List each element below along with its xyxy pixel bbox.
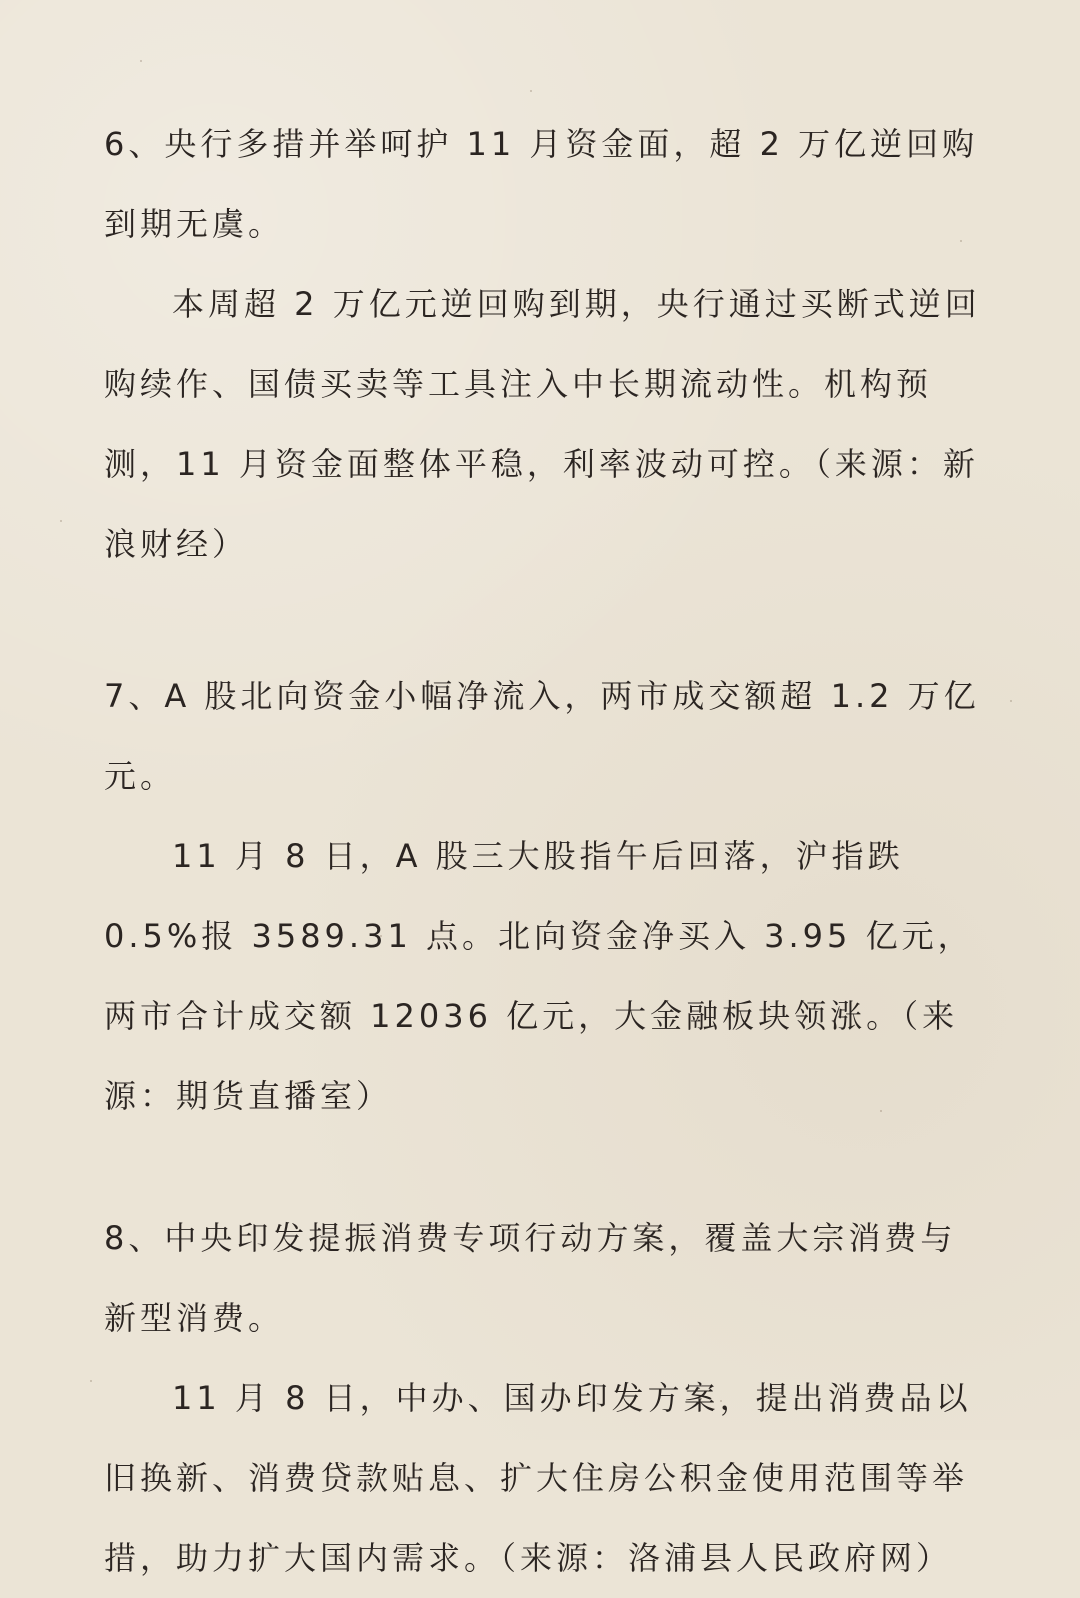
- news-article: [104, 104, 984, 1598]
- news-body: 11 月 8 日，A 股三大股指午后回落，沪指跌 0.5%报 3589.31 点。北向资金净买入 3.95 亿元，两市合计成交额 12036 亿元，大金融板块领涨。（来源：期货直播室）: [104, 837, 974, 1115]
- news-headline: 7、A 股北向资金小幅净流入，两市成交额超 1.2 万亿元。: [104, 677, 980, 795]
- section-spacer: [104, 584, 984, 656]
- news-item-6: [104, 104, 984, 584]
- news-headline: 6、央行多措并举呵护 11 月资金面，超 2 万亿逆回购到期无虞。: [104, 125, 979, 243]
- news-item-8: [104, 1198, 984, 1598]
- news-item-7: [104, 656, 984, 1136]
- news-headline: 8、中央印发提振消费专项行动方案，覆盖大宗消费与新型消费。: [104, 1219, 957, 1337]
- section-spacer: [104, 1136, 984, 1198]
- news-body: 11 月 8 日，中办、国办印发方案，提出消费品以旧换新、消费贷款贴息、扩大住房公积金使用范围等举措，助力扩大国内需求。（来源：洛浦县人民政府网）: [104, 1379, 972, 1577]
- news-body: 本周超 2 万亿元逆回购到期，央行通过买断式逆回购续作、国债买卖等工具注入中长期流动性。机构预测，11 月资金面整体平稳，利率波动可控。（来源：新浪财经）: [104, 285, 981, 563]
